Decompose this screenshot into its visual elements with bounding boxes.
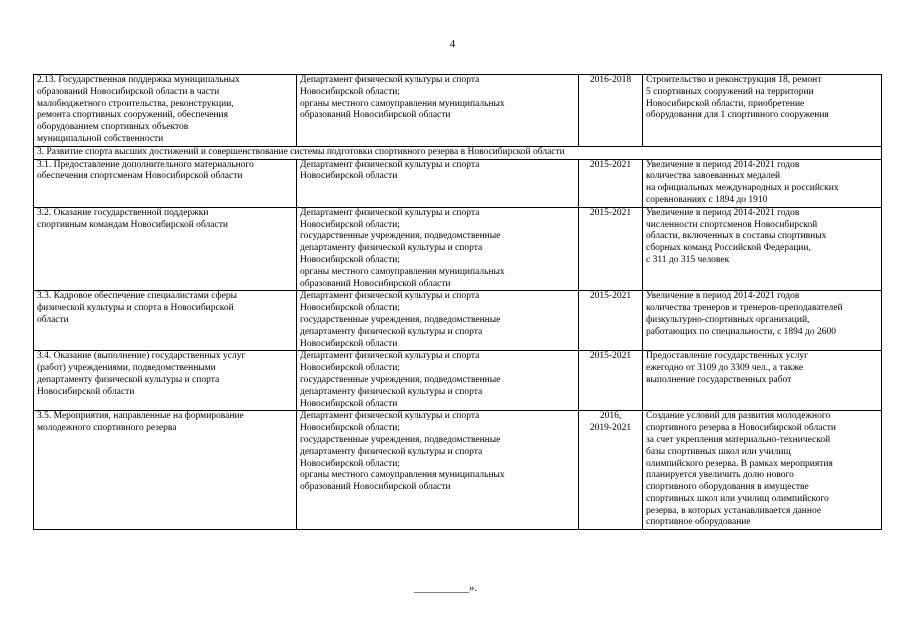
executors-cell bbox=[297, 411, 579, 530]
executors-cell-line: департаменту физической культуры и спорта bbox=[300, 243, 483, 254]
executors-cell bbox=[297, 75, 579, 147]
executors-cell-line: департаменту физической культуры и спорта bbox=[300, 446, 483, 457]
result-cell-line: спортивного оборудования в имуществе bbox=[646, 482, 809, 493]
result-cell-line: с 311 до 315 человек bbox=[646, 254, 730, 265]
executors-cell-line: Новосибирской области bbox=[300, 171, 398, 182]
result-cell-line: Увеличение в период 2014-2021 годов bbox=[646, 291, 800, 302]
result-cell-line: оборудования для 1 спортивного сооружения bbox=[646, 110, 829, 121]
executors-cell-line: Департамент физической культуры и спорта bbox=[300, 207, 480, 218]
result-cell-line: Создание условий для развития молодежного bbox=[646, 411, 831, 422]
result-cell bbox=[643, 159, 882, 207]
measure-cell-line: 3.2. Оказание государственной поддержки bbox=[37, 207, 209, 218]
executors-cell-line: Департамент физической культуры и спорта bbox=[300, 75, 480, 85]
measure-cell-line: 3.3. Кадровое обеспечение специалистами сферы bbox=[37, 291, 238, 302]
period-cell bbox=[579, 291, 643, 351]
measure-cell-line: Новосибирской области bbox=[37, 386, 135, 397]
period-cell-line: 2015-2021 bbox=[589, 351, 632, 362]
table-row bbox=[34, 75, 882, 147]
measure-cell-line: малобюджетного строительства, реконструкции, bbox=[37, 98, 234, 109]
executors-cell bbox=[297, 207, 579, 291]
executors-cell bbox=[297, 351, 579, 411]
executors-cell-line: государственные учреждения, подведомственные bbox=[300, 231, 501, 242]
measure-cell-line: 3.5. Мероприятия, направленные на формирование bbox=[37, 411, 244, 422]
period-cell-line: 2015-2021 bbox=[589, 159, 632, 170]
table-row bbox=[34, 207, 882, 291]
period-cell-line: 2015-2021 bbox=[589, 207, 632, 218]
result-cell-line: резерва, в которых устанавливается данное bbox=[646, 505, 822, 516]
executors-cell-line: департаменту физической культуры и спорта bbox=[300, 326, 483, 337]
executors-cell-line: Новосибирской области; bbox=[300, 423, 400, 434]
measure-cell-line: области bbox=[37, 314, 69, 325]
period-cell-line: 2019-2021 bbox=[589, 423, 632, 434]
executors-cell-line: Новосибирской области; bbox=[300, 254, 400, 265]
result-cell bbox=[643, 411, 882, 530]
executors-cell-line: государственные учреждения, подведомственные bbox=[300, 434, 501, 445]
measure-cell-line: оборудованием спортивных объектов bbox=[37, 122, 189, 133]
result-cell-line: количества тренеров и тренеров-преподавателей bbox=[646, 303, 843, 314]
measure-cell-line: (работ) учреждениями, подведомственными bbox=[37, 363, 216, 374]
table-row bbox=[34, 159, 882, 207]
result-cell-line: планируется увеличить долю нового bbox=[646, 470, 794, 481]
result-cell-line: области, включенных в составы спортивных bbox=[646, 231, 827, 242]
result-cell bbox=[643, 75, 882, 147]
result-cell-line: Новосибирской области, приобретение bbox=[646, 98, 805, 109]
executors-cell-line: образований Новосибирской области bbox=[300, 278, 451, 289]
executors-cell-line: Департамент физической культуры и спорта bbox=[300, 159, 480, 170]
period-cell bbox=[579, 411, 643, 530]
result-cell-line: Увеличение в период 2014-2021 годов bbox=[646, 207, 800, 218]
measure-cell bbox=[34, 75, 297, 147]
result-cell-line: выполнение государственных работ bbox=[646, 374, 792, 385]
result-cell-line: работающих по специальности, с 1894 до 2600 bbox=[646, 326, 836, 337]
closing-mark: __________». bbox=[414, 582, 478, 594]
result-cell-line: Предоставление государственных услуг bbox=[646, 351, 809, 362]
period-cell-line: 2016-2018 bbox=[589, 75, 632, 85]
executors-cell-line: Новосибирской области; bbox=[300, 86, 400, 97]
executors-cell bbox=[297, 291, 579, 351]
measure-cell-line: ремонта спортивных сооружений, обеспечения bbox=[37, 110, 229, 121]
period-cell bbox=[579, 207, 643, 291]
period-cell-line: 2016, bbox=[599, 411, 622, 422]
result-cell-line: соревнованиях с 1894 до 1910 bbox=[646, 194, 768, 205]
result-cell bbox=[643, 351, 882, 411]
result-cell-line: численности спортсменов Новосибирской bbox=[646, 219, 818, 230]
period-cell bbox=[579, 351, 643, 411]
result-cell-line: Строительство и реконструкция 18, ремонт bbox=[646, 75, 822, 85]
result-cell-line: 5 спортивных сооружений на территории bbox=[646, 86, 814, 97]
result-cell-line: спортивного резерва в Новосибирской области bbox=[646, 423, 836, 434]
executors-cell-line: органы местного самоуправления муниципальных bbox=[300, 470, 505, 481]
executors-cell-line: государственные учреждения, подведомственные bbox=[300, 314, 501, 325]
executors-cell-line: органы местного самоуправления муниципальных bbox=[300, 98, 505, 109]
measure-cell bbox=[34, 411, 297, 530]
executors-cell-line: Департамент физической культуры и спорта bbox=[300, 291, 480, 302]
period-cell-line: 2015-2021 bbox=[589, 291, 632, 302]
measure-cell-line: образований Новосибирской области в части bbox=[37, 86, 220, 97]
period-cell bbox=[579, 75, 643, 147]
result-cell bbox=[643, 207, 882, 291]
table-row bbox=[34, 351, 882, 411]
executors-cell-line: Новосибирской области; bbox=[300, 303, 400, 314]
result-cell-line: Увеличение в период 2014-2021 годов bbox=[646, 159, 800, 170]
result-cell-line: физкультурно-спортивных организаций, bbox=[646, 314, 810, 325]
result-cell-line: спортивное оборудование bbox=[646, 517, 751, 528]
executors-cell-line: Новосибирской области; bbox=[300, 458, 400, 469]
measure-cell-line: физической культуры и спорта в Новосибирской bbox=[37, 303, 234, 314]
section-row bbox=[34, 146, 882, 159]
measure-cell-line: 3.4. Оказание (выполнение) государственных услуг bbox=[37, 351, 246, 362]
page-number: 4 bbox=[449, 38, 456, 50]
result-cell-line: на официальных международных и российских bbox=[646, 183, 839, 194]
result-cell-line: за счет укрепления материально-технической bbox=[646, 434, 831, 445]
measure-cell-line: департаменту физической культуры и спорта bbox=[37, 374, 220, 385]
measure-cell-line: муниципальной собственности bbox=[37, 133, 164, 144]
executors-cell-line: Новосибирской области; bbox=[300, 219, 400, 230]
result-cell-line: спортивных школ или училищ олимпийского bbox=[646, 493, 829, 504]
executors-cell-line: Департамент физической культуры и спорта bbox=[300, 411, 480, 422]
table-row bbox=[34, 291, 882, 351]
executors-cell-line: Новосибирской области bbox=[300, 338, 398, 349]
measure-cell-line: молодежного спортивного резерва bbox=[37, 423, 177, 434]
executors-cell-line: Новосибирской области; bbox=[300, 363, 400, 374]
measure-cell bbox=[34, 159, 297, 207]
result-cell-line: сборных команд Российской Федерации, bbox=[646, 243, 811, 254]
measure-cell-line: 3.1. Предоставление дополнительного материального bbox=[37, 159, 254, 170]
section-heading: 3. Развитие спорта высших достижений и совершенствование системы подготовки спортивного резерва в Новосибирской области bbox=[34, 146, 882, 159]
measure-cell-line: обеспечения спортсменам Новосибирской области bbox=[37, 171, 243, 182]
executors-cell-line: государственные учреждения, подведомственные bbox=[300, 374, 501, 385]
measure-cell-line: спортивным командам Новосибирской области bbox=[37, 219, 228, 230]
result-cell bbox=[643, 291, 882, 351]
table-row bbox=[34, 411, 882, 530]
result-cell-line: базы спортивных школ или училищ bbox=[646, 446, 791, 457]
result-cell-line: ежегодно от 3109 до 3309 чел., а также bbox=[646, 363, 804, 374]
result-cell-line: олимпийского резерва. В рамках мероприятия bbox=[646, 458, 833, 469]
executors-cell-line: Департамент физической культуры и спорта bbox=[300, 351, 480, 362]
period-cell bbox=[579, 159, 643, 207]
measure-cell bbox=[34, 351, 297, 411]
executors-cell bbox=[297, 159, 579, 207]
table-body bbox=[34, 75, 882, 530]
measure-cell-line: 2.13. Государственная поддержка муниципальных bbox=[37, 75, 240, 85]
executors-cell-line: Новосибирской области bbox=[300, 398, 398, 409]
measure-cell bbox=[34, 291, 297, 351]
result-cell-line: количества завоеванных медалей bbox=[646, 171, 781, 182]
executors-cell-line: образований Новосибирской области bbox=[300, 110, 451, 121]
executors-cell-line: департаменту физической культуры и спорта bbox=[300, 386, 483, 397]
program-measures-table bbox=[33, 74, 882, 530]
executors-cell-line: образований Новосибирской области bbox=[300, 482, 451, 493]
measure-cell bbox=[34, 207, 297, 291]
executors-cell-line: органы местного самоуправления муниципальных bbox=[300, 266, 505, 277]
